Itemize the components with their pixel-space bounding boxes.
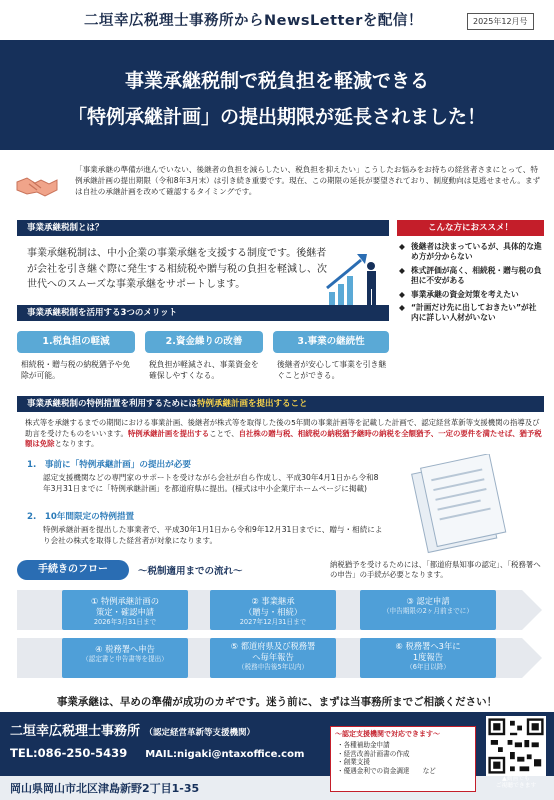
merit-pill: 1.税負担の軽減	[17, 331, 135, 353]
merit-text: 相続税・贈与税の納税猶予や免除が可能。	[21, 360, 131, 381]
flow-step: ③ 認定申請 （申告期限の2ヶ月前までに）	[360, 590, 496, 630]
hero-title-line1: 事業承継税制で税負担を軽減できる	[124, 70, 429, 92]
flow-subheading: ～税制適用までの流れ～	[138, 566, 243, 577]
recommend-item: ◆ 事業承継の資金対策を考えたい	[399, 289, 519, 299]
recommend-item: ◆ 後継者は決まっているが、具体的な進め方が分からない	[399, 242, 542, 262]
flow-heading: 手続きのフロー	[17, 560, 129, 580]
office-name: 二垣幸広税理士事務所 （認定経営革新等支援機関）	[10, 724, 256, 739]
service-item: ・経営改善計画書の作成	[337, 749, 410, 758]
closing-message: 事業承継は、早めの準備が成功のカギです。迷う前に、まずは当事務所までご相談ください！	[56, 696, 498, 708]
newsletter-title: 二垣幸広税理士事務所からNewsLetterを配信！	[84, 13, 423, 29]
section-text: 事業承継税制は、中小企業の事業承継を支援する制度です。後継者が会社を引き継ぐ際に発生する相続税や贈与税の負担を軽減し、次世代へのスムーズな事業承継をサポートします。	[27, 248, 327, 290]
hero-banner	[0, 40, 554, 150]
point1-text: 認定支援機関などの専門家のサポートを受けながら会社が自ら作成し、平成30年4月1日から令和8年3月31日までに「特例承継計画」を都道府県に提出。(様式は中小企業庁ホームページに掲載)	[43, 473, 379, 494]
service-item: ・各種補助金申請	[337, 741, 390, 749]
point2-text: 特例承継計画を提出した事業者で、平成30年1月1日から令和9年12月31日までに、贈与・相続により会社の株式を取得した経営者が対象になります。	[43, 525, 383, 546]
growth-figure-icon	[325, 240, 385, 312]
point1-title: 1. 事前に「特例承継計画」の提出が必要	[27, 460, 191, 470]
service-item: ・創業支援	[337, 758, 370, 767]
lead-block	[15, 160, 545, 208]
issue-badge: 2025年12月号	[467, 13, 534, 30]
services-list	[337, 741, 436, 775]
flow-step: ⑥ 税務署へ3年に 1度報告 （6年目以降）	[360, 638, 496, 678]
flow-step: ⑤ 都道府県及び税務署 へ毎年報告 （税務申告後5年以内）	[210, 638, 336, 678]
recommend-list	[397, 242, 544, 382]
section-heading: 事業承継税制を活用する3つのメリット	[17, 305, 389, 321]
newsletter-header	[0, 0, 554, 40]
merit-text: 後継者が安心して事業を引き継ぐことができる。	[277, 360, 387, 381]
services-box	[330, 726, 476, 792]
section-heading: 事業承継税制とは？	[17, 220, 389, 236]
phone-number[interactable]: TEL:086-250-5439	[10, 746, 128, 760]
office-address: 岡山県岡山市北区津島新野2丁目1-35	[10, 782, 200, 795]
documents-icon	[389, 454, 539, 554]
service-item: ・優遇金利での資金調達 など	[337, 766, 436, 775]
recommend-item: ◆ 株式評価が高く、相続税・贈与税の負担に不安がある	[399, 265, 542, 286]
flow-note: 納税猶予を受けるためには、「都道府県知事の認定」、「税務署への申告」の手続が必要となります。	[330, 560, 541, 580]
flow-step: ② 事業継承 （贈与・相続） 2027年12月31日まで	[210, 590, 336, 630]
merit-text: 税負担が軽減され、事業資金を確保しやすくなる。	[149, 360, 259, 381]
qr-code-icon[interactable]	[486, 716, 546, 776]
section-heading: 事業承継税制の特例措置を利用するためには特例承継計画を提出すること	[17, 396, 544, 412]
email-address[interactable]: MAIL:nigaki@ntaxoffice.com	[145, 749, 305, 760]
recommend-heading: こんな方におススメ！	[397, 220, 544, 236]
point2-title: 2. 10年間限定の特例措置	[27, 512, 135, 522]
requirement-text: 株式等を承継するまでの期間における事業計画、後継者が株式等を取得した後の5年間の事業計画等を記載した計画で、認定経営革新等支援機関の指導及び助言を受けたものをいいます。特例承継計画を提出することで、自社株の贈与税、相続税の納税猶予継時の納税を全額猶予、一定の要件を満たせば、猶予税額は免除となります。	[25, 418, 542, 449]
merit-pill: 3.事業の継続性	[273, 331, 389, 353]
lead-text: 「事業承継の準備が進んでいない、後継者の負担を減らしたい、税負担を抑えたい」こうしたお悩みをお持ちの経営者さまにとって、特例承継計画の提出期限（令和8年3月末）は引き続き重要です。現在、この期限の延長が要望されており、制度動向は見逃せません。まずは自社の承継計画を改めて確認するタイミングです。	[75, 165, 541, 196]
services-heading: ～認定支援機関で対応できます～	[335, 730, 440, 738]
hero-title-line2: 「特例承継計画」の提出期限が延長されました！	[67, 106, 486, 128]
contact-line	[10, 746, 304, 760]
handshake-icon	[15, 170, 59, 200]
flow-step: ① 特例承継計画の 策定・確認申請 2026年3月31日まで	[62, 590, 188, 630]
flow-step: ④ 税務署へ申告 （認定書と申告書等を提出）	[62, 638, 188, 678]
recommend-item: ◆ “計画だけ先に出しておきたい”が社内に詳しい人材がいない	[399, 302, 537, 323]
merit-pill: 2.資金繰りの改善	[145, 331, 263, 353]
recommend-box	[397, 220, 544, 378]
qr-caption: ▲動画でも ご視聴できます	[495, 776, 537, 789]
